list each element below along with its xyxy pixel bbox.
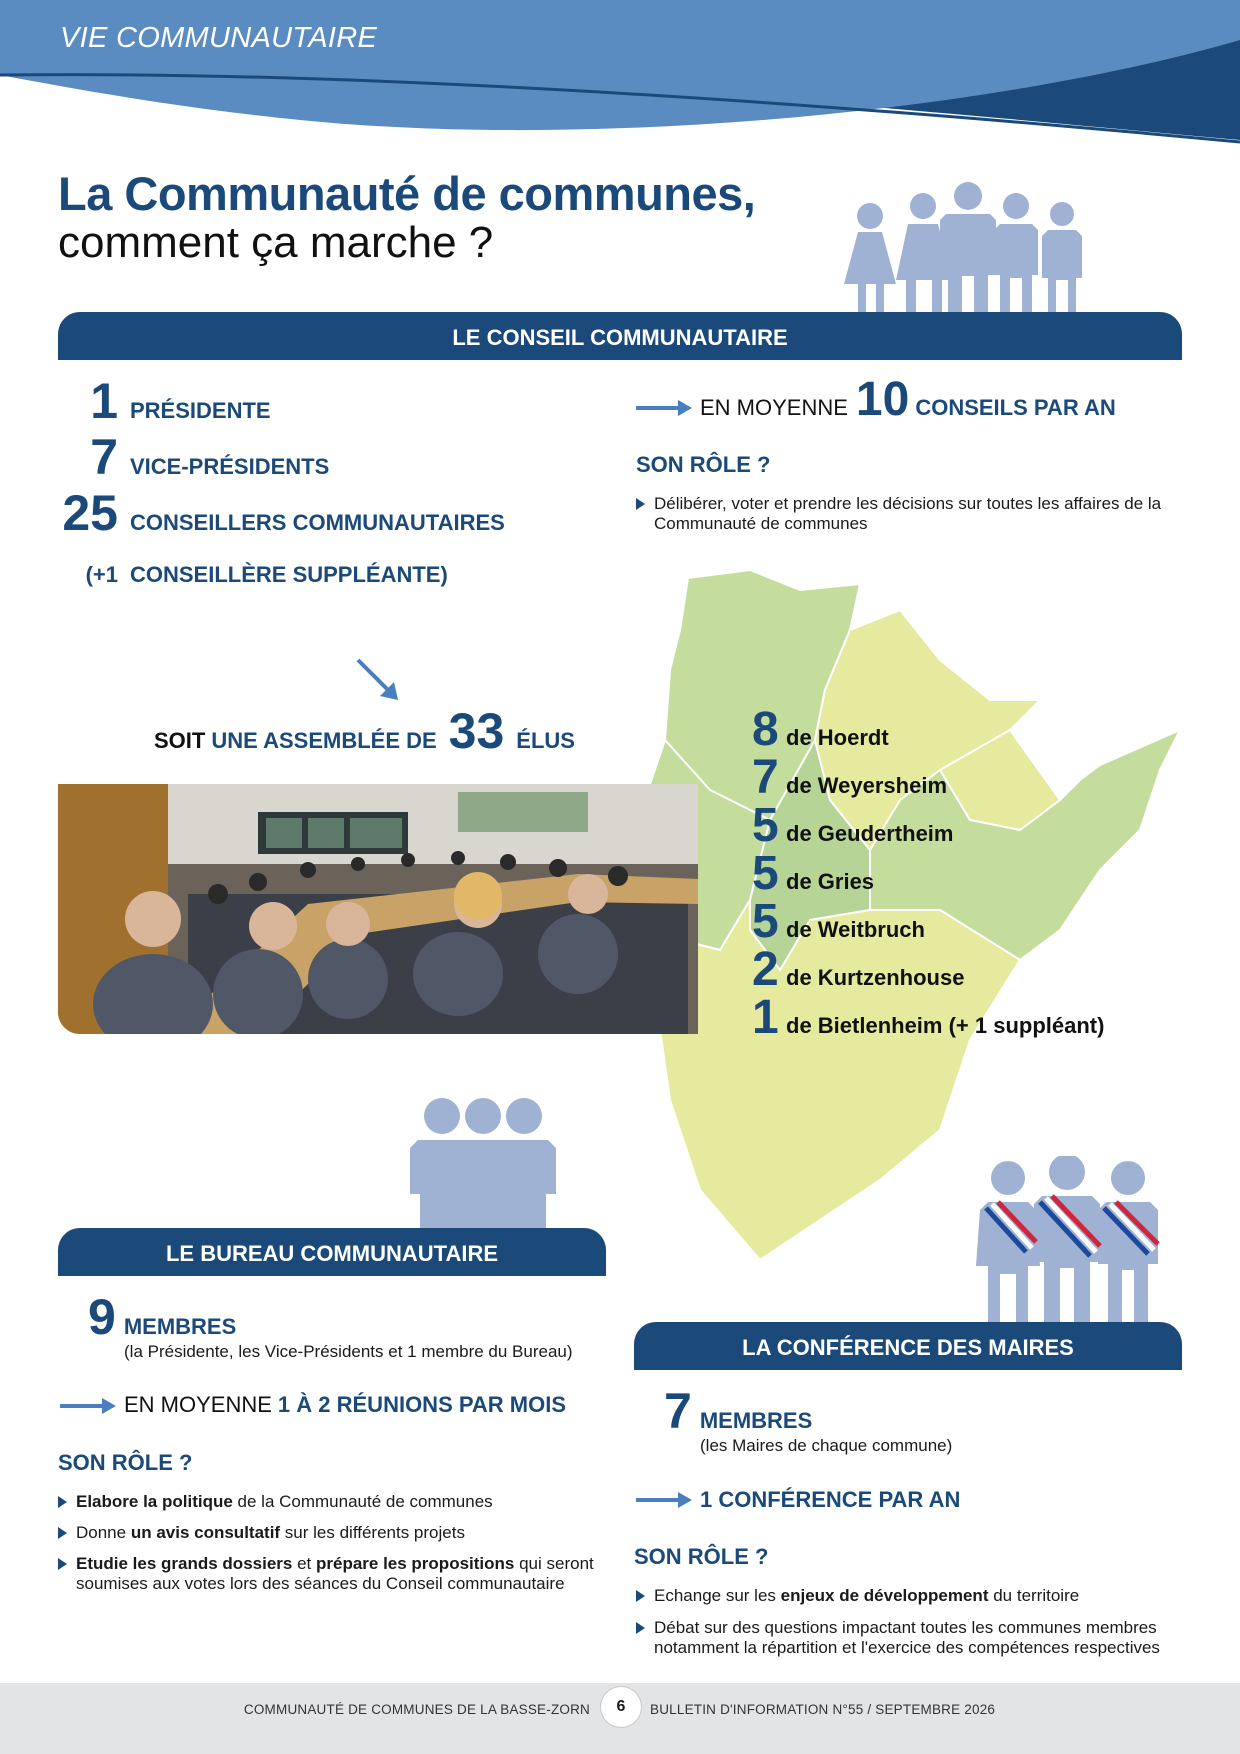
commune-hoerdt [752, 703, 889, 756]
bureau-role-item [58, 1492, 636, 1512]
conference-detail: (les Maires de chaque commune) [700, 1436, 953, 1455]
role-text: de la Communauté de communes [232, 1492, 493, 1511]
stat-number: 25 [62, 485, 118, 541]
conference-band: LA CONFÉRENCE DES MAIRES [634, 1322, 1182, 1370]
role-text: Echange sur les [654, 1586, 781, 1605]
council-meeting-photo [58, 784, 698, 1034]
bureau-number: 9 [88, 1289, 116, 1345]
bureau-people-icon [410, 1094, 556, 1232]
commune-name: de Gries [786, 869, 875, 894]
conference-frequency: 1 CONFÉRENCE PAR AN [700, 1487, 961, 1512]
conference-role-item [636, 1586, 1200, 1606]
conseil-frequency [700, 373, 1116, 426]
bureau-role-item [58, 1523, 636, 1543]
frequency-highlight: 1 À 2 RÉUNIONS PAR MOIS [277, 1392, 567, 1417]
bureau-band: LE BUREAU COMMUNAUTAIRE [58, 1228, 606, 1276]
stat-number: 1 [90, 373, 118, 429]
bullet-triangle-icon [58, 1558, 67, 1570]
role-bold: Etudie les grands dossiers [76, 1554, 293, 1573]
arrow-right-icon [636, 1490, 694, 1510]
role-bold: Elabore la politique [76, 1492, 233, 1511]
page-header [0, 0, 1240, 150]
conseil-role-title: SON RÔLE ? [636, 452, 771, 477]
bureau-role-title: SON RÔLE ? [58, 1450, 193, 1475]
commune-name: de Geudertheim [786, 821, 954, 846]
conference-members [664, 1383, 813, 1439]
people-group-icon [838, 180, 1098, 312]
mayors-icon [966, 1156, 1168, 1324]
bureau-detail: (la Présidente, les Vice-Présidents et 1 membre du Bureau) [124, 1342, 573, 1361]
bureau-frequency [124, 1392, 566, 1418]
commune-count: 5 [752, 895, 779, 948]
stat-vice-presidents [58, 429, 330, 485]
assembly-summary [154, 703, 575, 759]
role-bold: un avis consultatif [130, 1523, 281, 1542]
assembly-suffix: ÉLUS [516, 728, 575, 753]
bureau-role-item [58, 1554, 636, 1594]
bullet-triangle-icon [58, 1527, 67, 1539]
role-bold: enjeux de développement [780, 1586, 989, 1605]
commune-count: 1 [752, 991, 779, 1044]
role-text: sur les différents projets [280, 1523, 465, 1542]
role-text: et [292, 1554, 316, 1573]
stat-number: 7 [90, 429, 118, 485]
commune-count: 7 [752, 751, 779, 804]
commune-name: de Weyersheim [786, 773, 948, 798]
footer-bulletin: BULLETIN D'INFORMATION N°55 / SEPTEMBRE 2026 [650, 1702, 996, 1717]
bullet-triangle-icon [636, 1622, 645, 1634]
stat-suppleante [58, 562, 448, 588]
commune-count: 2 [752, 943, 779, 996]
commune-weitbruch [752, 895, 925, 948]
commune-name: de Kurtzenhouse [786, 965, 965, 990]
commune-count: 5 [752, 847, 779, 900]
conference-number: 7 [664, 1383, 692, 1439]
commune-name: de Hoerdt [786, 725, 889, 750]
section-label: VIE COMMUNAUTAIRE [60, 22, 378, 54]
conference-role-title: SON RÔLE ? [634, 1544, 769, 1569]
page-title: La Communauté de communes, [58, 167, 756, 220]
frequency-suffix: CONSEILS PAR AN [915, 395, 1116, 420]
commune-kurtzenhouse [752, 943, 965, 996]
page-subtitle: comment ça marche ? [58, 218, 494, 267]
role-text: du territoire [988, 1586, 1080, 1605]
commune-count: 5 [752, 799, 779, 852]
commune-gries [752, 847, 875, 900]
commune-bietlenheim [752, 991, 1105, 1044]
conference-role-item [636, 1618, 1200, 1658]
meeting-photo-illustration [58, 784, 698, 1034]
role-text: Donne [76, 1523, 131, 1542]
page-number: 6 [600, 1686, 642, 1728]
frequency-number: 10 [855, 373, 910, 426]
stat-label: CONSEILLÈRE SUPPLÉANTE) [130, 562, 448, 587]
stat-number: (+1 [85, 562, 118, 587]
commune-geudertheim [752, 799, 954, 852]
bullet-triangle-icon [636, 498, 645, 510]
frequency-prefix: EN MOYENNE [700, 395, 848, 420]
bullet-triangle-icon [636, 1590, 645, 1602]
bullet-triangle-icon [58, 1496, 67, 1508]
bureau-members [88, 1289, 237, 1345]
commune-weyersheim [752, 751, 948, 804]
commune-count: 8 [752, 703, 779, 756]
commune-name: de Weitbruch [786, 917, 925, 942]
arrow-right-icon [60, 1396, 118, 1416]
assembly-mid: UNE ASSEMBLÉE DE [211, 728, 437, 753]
stat-label: CONSEILLERS COMMUNAUTAIRES [130, 510, 505, 535]
stat-label: PRÉSIDENTE [130, 398, 271, 423]
role-bold: prépare les propositions [315, 1554, 515, 1573]
assembly-number: 33 [448, 703, 505, 759]
commune-name: de Bietlenheim (+ 1 suppléant) [786, 1013, 1105, 1038]
arrow-diagonal-icon [356, 658, 402, 704]
role-text: Délibérer, voter et prendre les décisions sur toutes les affaires de la Communauté de communes [654, 494, 1162, 533]
stat-presidente [58, 373, 271, 429]
role-text: qui seront soumises aux votes lors des séances du Conseil communautaire [76, 1554, 594, 1593]
frequency-prefix: EN MOYENNE [124, 1392, 272, 1417]
arrow-right-icon [636, 398, 694, 418]
conseil-band: LE CONSEIL COMMUNAUTAIRE [58, 312, 1182, 360]
footer-organization: COMMUNAUTÉ DE COMMUNES DE LA BASSE-ZORN [243, 1702, 590, 1717]
bureau-label: MEMBRES [123, 1314, 237, 1339]
stat-conseillers [58, 485, 505, 541]
role-text: Débat sur des questions impactant toutes les communes membres notamment la répartition et l'exercice des compétences respectives [654, 1618, 1160, 1657]
conseil-role-item [636, 494, 1194, 534]
stat-label: VICE-PRÉSIDENTS [130, 454, 330, 479]
assembly-prefix: SOIT [154, 728, 206, 753]
conference-label: MEMBRES [699, 1408, 813, 1433]
